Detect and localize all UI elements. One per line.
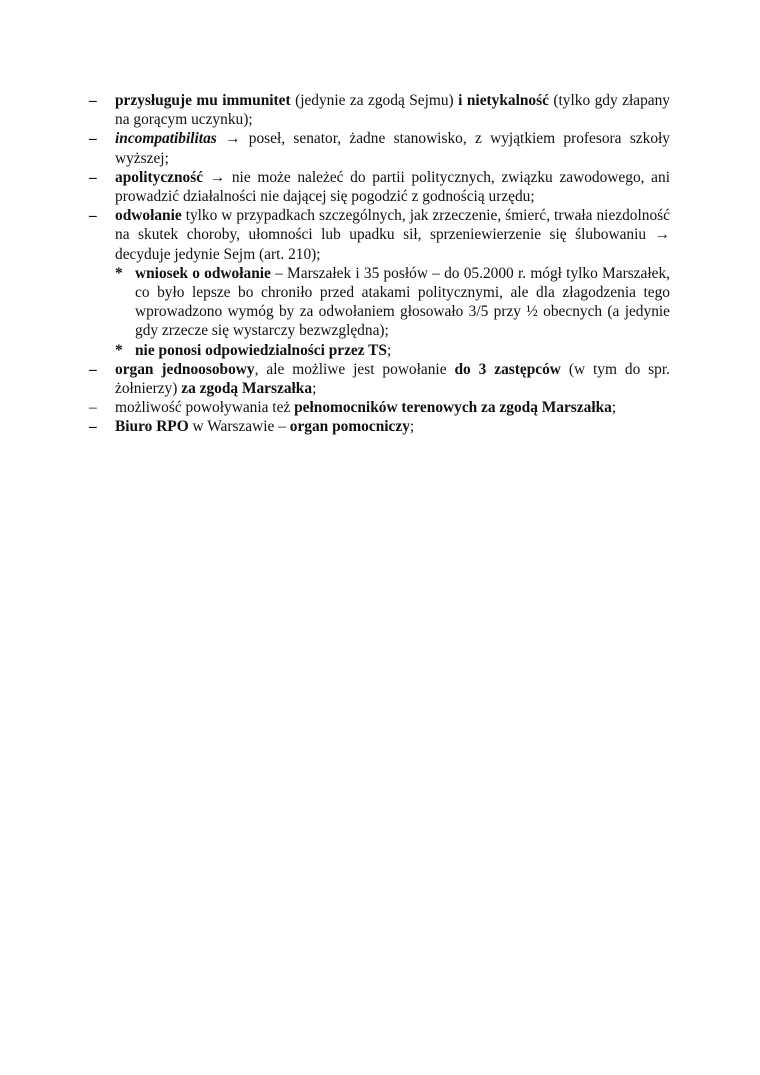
sub-list-item: * wniosek o odwołanie – Marszałek i 35 posłów – do 05.2000 r. mógł tylko Marszałek, co było lepsze bo chroniło przed atakami politycznymi, ale dla złagodzenia tego wprowadzono wymóg by za odwołaniem głosowało 3/5 przy ½ obecnych (a jedynie gdy zrzecze się wystarczy bezwzględna);: [115, 264, 670, 340]
dash-bullet: –: [89, 360, 97, 378]
star-bullet: *: [115, 341, 123, 359]
list-item: – Biuro RPO w Warszawie – organ pomocniczy;: [89, 418, 415, 436]
list-item: – incompatibilitas → poseł, senator, żadne stanowisko, z wyjątkiem profesora szkoły wyższej;: [89, 130, 670, 167]
dash-bullet: –: [89, 168, 97, 186]
sub-list: [115, 264, 670, 360]
dash-bullet: –: [89, 207, 97, 225]
dash-bullet: –: [89, 399, 97, 417]
sub-list-item: * nie ponosi odpowiedzialności przez TS;: [115, 341, 392, 359]
dash-bullet: –: [89, 418, 97, 436]
dash-bullet: –: [89, 130, 97, 148]
dash-bullet: –: [89, 92, 97, 109]
list-item: – apolityczność → nie może należeć do partii politycznych, związku zawodowego, ani prowadzić działalności nie dającej się pogodzić z godnością urzędu;: [89, 168, 670, 206]
list-item: – możliwość powoływania też pełnomocników terenowych za zgodą Marszałka;: [89, 399, 617, 417]
list-item: – organ jednoosobowy, ale możliwe jest powołanie do 3 zastępców (w tym do spr. żołnierzy) za zgodą Marszałka;: [89, 360, 670, 398]
bullet-list: [89, 91, 670, 437]
star-bullet: *: [115, 264, 123, 282]
list-item: – odwołanie tylko w przypadkach szczególnych, jak zrzeczenie, śmierć, trwała niezdolność na skutek choroby, ułomności lub upadku sił, sprzeniewierzenie się ślubowaniu → decyduje jedynie Sejm (art. 210); * wniosek o odwołanie – Marszałek i 35 posłów – do 05.2000 r. mógł tylko Marszałek, co było lepsze bo chroniło przed atakami politycznymi, ale dla złagodzenia tego wprowadzono wymóg by za odwołaniem głosowało 3/5 przy ½ obecnych (a jedynie gdy zrzecze się wystarczy bezwzględna); * nie ponosi odpowiedzialności przez TS;: [89, 207, 670, 359]
list-item: – przysługuje mu immunitet (jedynie za zgodą Sejmu) i nietykalność (tylko gdy złapany na gorącym uczynku);: [89, 92, 670, 129]
